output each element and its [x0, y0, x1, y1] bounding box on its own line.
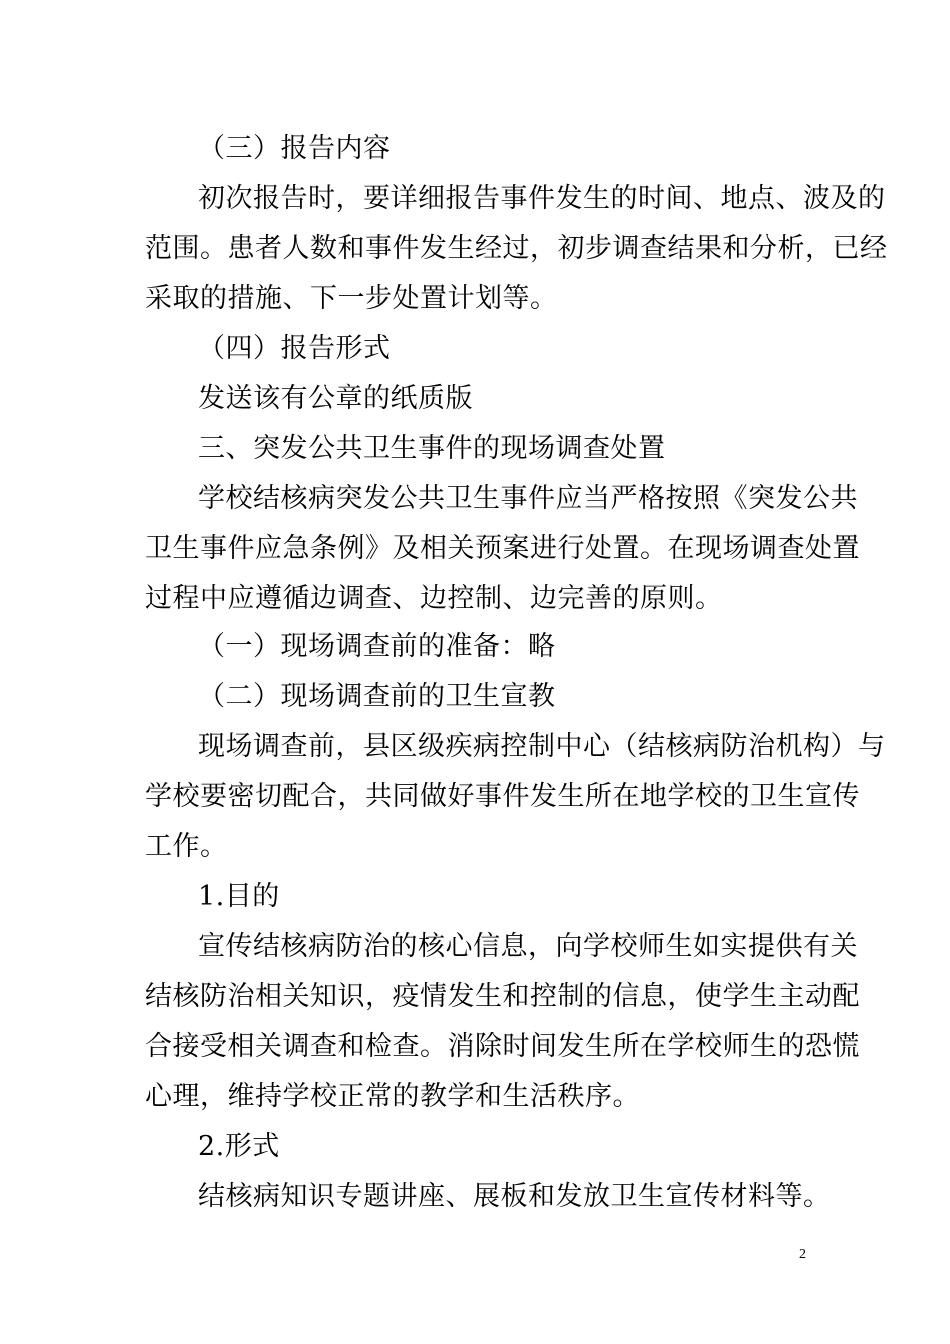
- section-heading: （二）现场调查前的卫生宣教: [198, 681, 556, 712]
- paragraph-line: 合接受相关调查和检查。消除时间发生所在学校师生的恐慌: [145, 1031, 860, 1062]
- paragraph-line: 范围。患者人数和事件发生经过，初步调查结果和分析，已经: [145, 233, 888, 264]
- section-heading: 1.目的: [198, 881, 280, 912]
- paragraph-line: 心理，维持学校正常的教学和生活秩序。: [145, 1081, 640, 1112]
- section-heading: （一）现场调查前的准备：略: [198, 631, 556, 662]
- paragraph-line: 结核病知识专题讲座、展板和发放卫生宣传材料等。: [198, 1181, 831, 1212]
- paragraph-line: 发送该有公章的纸质版: [198, 383, 473, 414]
- paragraph-line: 学校要密切配合，共同做好事件发生所在地学校的卫生宣传: [145, 781, 860, 812]
- paragraph-line: 卫生事件应急条例》及相关预案进行处置。在现场调查处置: [145, 533, 860, 564]
- paragraph-line: 采取的措施、下一步处置计划等。: [145, 283, 558, 314]
- section-heading: （四）报告形式: [198, 333, 391, 364]
- paragraph-line: 现场调查前，县区级疾病控制中心（结核病防治机构）与: [198, 731, 886, 762]
- paragraph-line: 工作。: [145, 831, 228, 862]
- section-heading: 2.形式: [198, 1131, 280, 1162]
- paragraph-line: 学校结核病突发公共卫生事件应当严格按照《突发公共: [198, 483, 858, 514]
- section-heading: 三、突发公共卫生事件的现场调查处置: [198, 433, 666, 464]
- page-number: 2: [799, 1247, 806, 1262]
- paragraph-line: 结核防治相关知识，疫情发生和控制的信息，使学生主动配: [145, 981, 860, 1012]
- section-heading: （三）报告内容: [198, 133, 391, 164]
- paragraph-line: 初次报告时，要详细报告事件发生的时间、地点、波及的: [198, 183, 886, 214]
- paragraph-line: 过程中应遵循边调查、边控制、边完善的原则。: [145, 583, 723, 614]
- paragraph-line: 宣传结核病防治的核心信息，向学校师生如实提供有关: [198, 931, 858, 962]
